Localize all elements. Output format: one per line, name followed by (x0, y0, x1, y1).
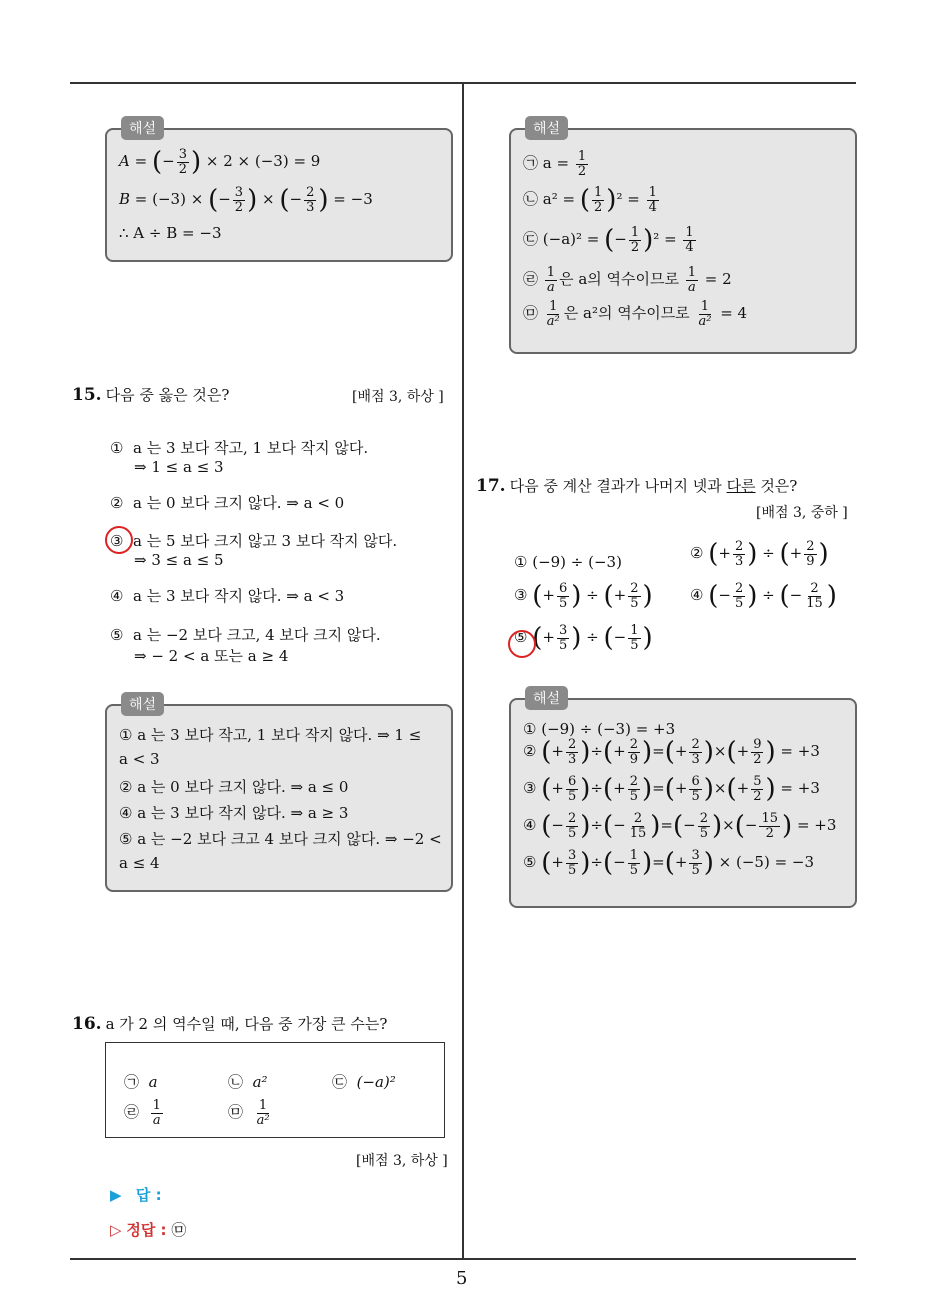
q15-option-3[interactable]: ③ a 는 5 보다 크지 않고 3 보다 작지 않다. ⇒ 3 ≤ a ≤ 5 (110, 532, 398, 569)
solution-line-3: ③ (+ $\frac{6}{5}$ )÷(+ $\frac{2}{5}$ )=(+ $\frac{6}{5}$ )×(+ $\frac{5}{2}$ ) = +3 (523, 774, 820, 805)
selected-answer-mark (105, 526, 133, 554)
solution-tag: 해설 (121, 692, 164, 716)
q17-option-4[interactable]: ④ (− $\frac{2}{5}$ ) ÷ (− $\frac{2}{15}$ ) (690, 581, 837, 612)
choices-box (105, 1042, 445, 1138)
solution-line-4: ㉣ $\frac{1}{a}$ 은 a의 역수이므로 $\frac{1}{a}$ = 2 (523, 265, 732, 295)
question-15-text: 다음 중 옳은 것은? (105, 386, 230, 404)
solution-line-3: ㉢ (−a)² = (− $\frac{1}{2}$ )² = $\frac{1}{4}$ (523, 225, 694, 256)
q17-option-1[interactable]: ① (−9) ÷ (−3) (514, 553, 622, 571)
question-15-points: [배점 3, 하상 ] (352, 389, 444, 405)
solution-line-3: ∴ A ÷ B = −3 (119, 224, 222, 242)
solution-tag: 해설 (525, 686, 568, 710)
choice-4[interactable]: ㉣ $\frac{1}{a}$ (124, 1098, 161, 1128)
q15-option-1[interactable]: ① a 는 3 보다 작고, 1 보다 작지 않다. ⇒ 1 ≤ a ≤ 3 (110, 439, 369, 476)
page-number: 5 (456, 1268, 468, 1289)
bottom-rule (70, 1258, 856, 1260)
q17-option-5[interactable]: ⑤ (+ $\frac{3}{5}$ ) ÷ (− $\frac{1}{5}$ ) (514, 623, 653, 654)
correct-answer-row: ▷ 정답 : ㉤ (110, 1221, 187, 1239)
solution-tag: 해설 (525, 116, 568, 140)
solution-line: ⑤ a 는 −2 보다 크고 4 보다 크지 않다. ⇒ −2 < (119, 830, 442, 848)
solution-line-4: ④ (− $\frac{2}{5}$ )÷(− $\frac{2}{15}$ )=(− $\frac{2}{5}$ )×(− $\frac{15}{2}$ ) = +3 (523, 811, 837, 842)
choice-1[interactable]: ㉠ a (124, 1073, 158, 1091)
solution-box-17 (509, 691, 857, 908)
selected-answer-mark (508, 630, 536, 658)
question-16-header: 16. a 가 2 의 역수일 때, 다음 중 가장 큰 수는? (72, 1014, 388, 1034)
question-15-header: 15. 다음 중 옳은 것은? (72, 385, 230, 405)
solution-line-5: ㉤ $\frac{1}{\text{a²}}$ 은 a²의 역수이므로 $\frac{1}{\text{a²}}$ = 4 (523, 299, 748, 329)
q17-option-3[interactable]: ③ (+ $\frac{6}{5}$ ) ÷ (+ $\frac{2}{5}$ ) (514, 581, 653, 612)
choice-2[interactable]: ㉡ a² (228, 1073, 268, 1091)
solution-line: ④ a 는 3 보다 작지 않다. ⇒ a ≥ 3 (119, 804, 349, 822)
solution-box-15 (105, 697, 453, 892)
solution-line: a < 3 (119, 750, 160, 768)
solution-box-16 (509, 121, 857, 354)
solution-line: ① a 는 3 보다 작고, 1 보다 작지 않다. ⇒ 1 ≤ (119, 726, 422, 744)
question-17-header: 17. 다음 중 계산 결과가 나머지 넷과 다른 것은? (476, 476, 798, 496)
q17-option-2[interactable]: ② (+ $\frac{2}{3}$ ) ÷ (+ $\frac{2}{9}$ ) (690, 539, 829, 570)
solution-line-1: A = (− $\frac{3}{2}$ ) × 2 × (−3) = 9 (119, 147, 321, 178)
correct-arrow-icon: ▷ (110, 1221, 122, 1239)
question-16-points: [배점 3, 하상 ] (356, 1153, 448, 1169)
column-divider (462, 82, 464, 1260)
solution-line-1: ① (−9) ÷ (−3) = +3 (523, 720, 676, 738)
solution-line: a ≤ 4 (119, 854, 160, 872)
q15-option-5[interactable]: ⑤ a 는 −2 보다 크고, 4 보다 크지 않다. ⇒ − 2 < a 또는 a ≥ 4 (110, 626, 381, 665)
solution-line-2: B = (−3) × (− $\frac{3}{2}$ ) × (− $\frac{2}{3}$ ) = −3 (119, 185, 373, 216)
choice-5[interactable]: ㉤ $\frac{1}{\text{a²}}$ (228, 1098, 270, 1128)
question-16-text: a 가 2 의 역수일 때, 다음 중 가장 큰 수는? (105, 1015, 388, 1033)
solution-line-1: ㉠ a = $\frac{1}{2}$ (523, 149, 587, 179)
q15-option-2[interactable]: ② a 는 0 보다 크지 않다. ⇒ a < 0 (110, 494, 345, 512)
question-17-points: [배점 3, 중하 ] (756, 505, 848, 521)
solution-line-2: ㉡ a² = ( $\frac{1}{2}$ )² = $\frac{1}{4}$ (523, 185, 657, 216)
solution-line-2: ② (+ $\frac{2}{3}$ )÷(+ $\frac{2}{9}$ )=(+ $\frac{2}{3}$ )×(+ $\frac{9}{2}$ ) = +3 (523, 737, 820, 768)
solution-tag: 해설 (121, 116, 164, 140)
answer-input-row[interactable]: ▶ 답 : (110, 1186, 162, 1204)
answer-arrow-icon: ▶ (110, 1186, 122, 1204)
q15-option-4[interactable]: ④ a 는 3 보다 작지 않다. ⇒ a < 3 (110, 587, 345, 605)
solution-box-14 (105, 121, 453, 262)
solution-line-5: ⑤ (+ $\frac{3}{5}$ )÷(− $\frac{1}{5}$ )=(+ $\frac{3}{5}$ ) × (−5) = −3 (523, 848, 815, 879)
choice-3[interactable]: ㉢ (−a)² (332, 1073, 396, 1091)
solution-line: ② a 는 0 보다 크지 않다. ⇒ a ≤ 0 (119, 778, 349, 796)
